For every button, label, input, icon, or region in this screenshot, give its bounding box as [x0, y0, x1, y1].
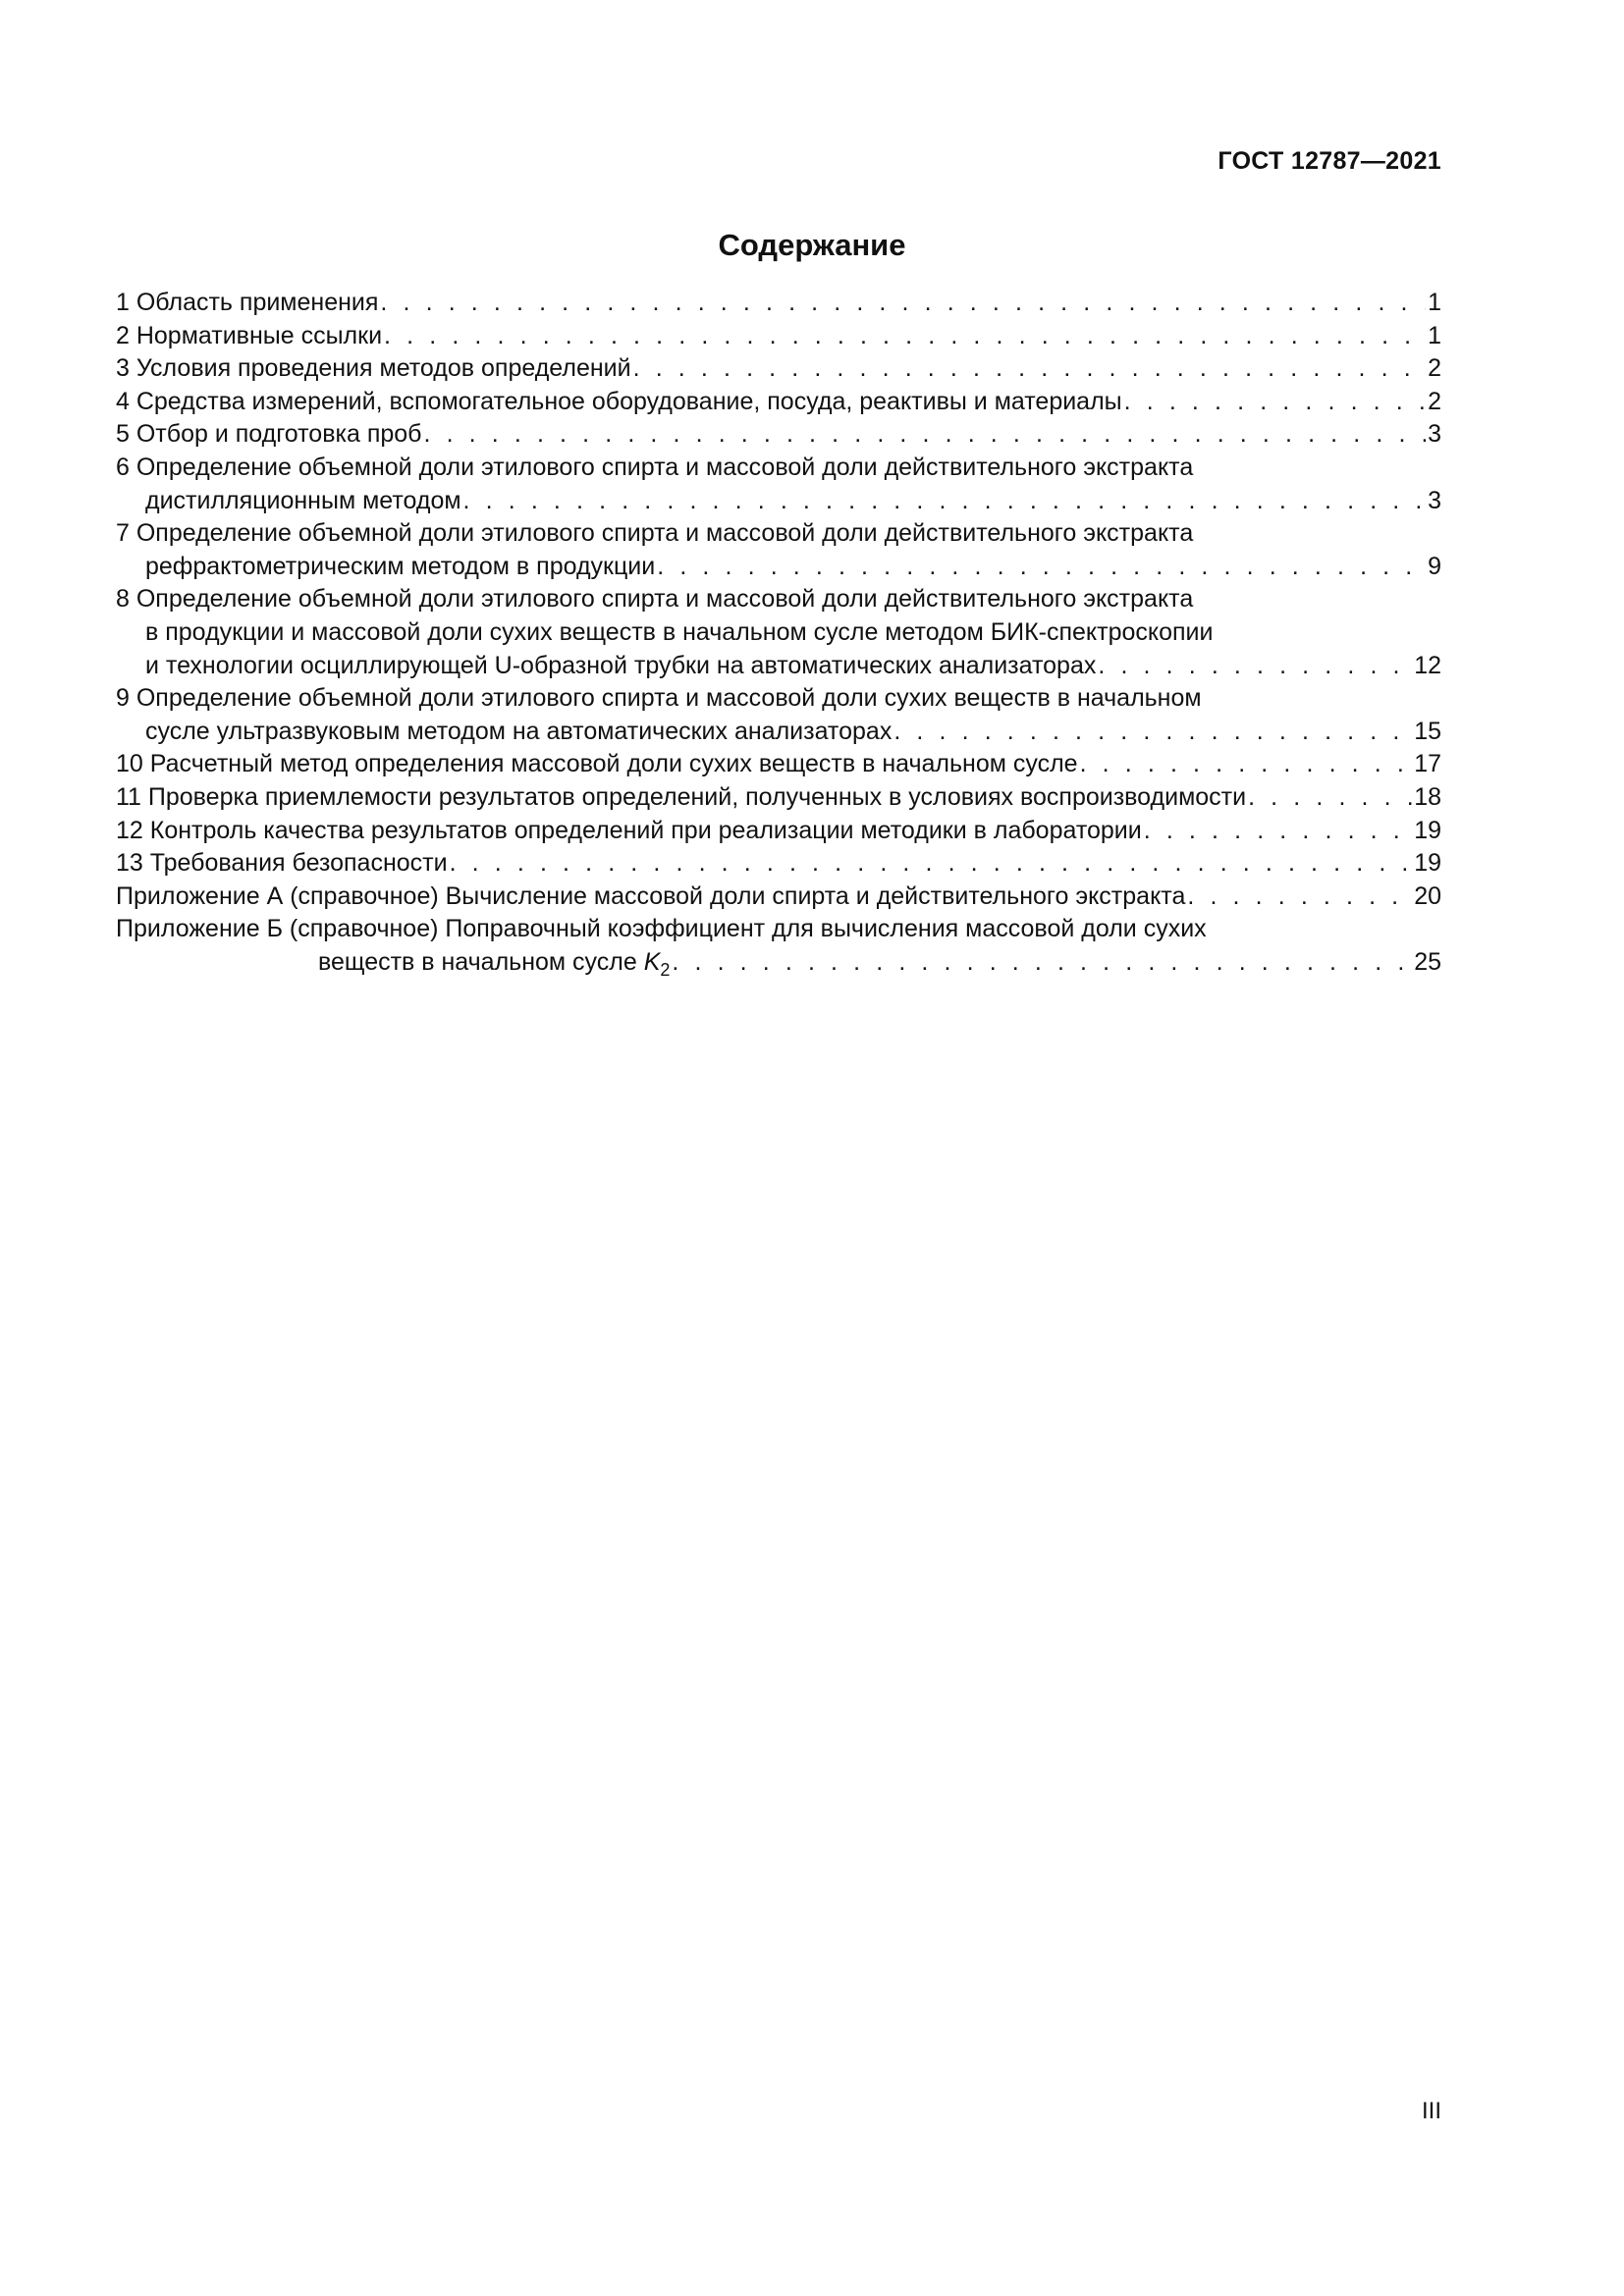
- toc-entry-title-continuation: веществ в начальном сусле: [318, 947, 644, 976]
- toc-page-number: 9: [1428, 552, 1441, 580]
- toc-entry-title: 5 Отбор и подготовка проб: [116, 420, 422, 449]
- standard-code: ГОСТ 12787—2021: [1218, 147, 1441, 175]
- page-title: Содержание: [718, 228, 906, 262]
- formula-subscript: 2: [660, 959, 671, 980]
- dot-leader: [384, 320, 1426, 353]
- dot-leader: [1080, 748, 1413, 781]
- toc-page-number: 15: [1414, 717, 1441, 745]
- toc-entry-appendix-a[interactable]: [116, 881, 1441, 914]
- toc-entry[interactable]: [116, 287, 1441, 320]
- dot-leader: [672, 946, 1412, 980]
- toc-page-number: 3: [1428, 420, 1441, 449]
- toc-entry[interactable]: [116, 352, 1441, 386]
- toc-entry-title-continuation: в продукции и массовой доли сухих веществ в начальном сусле методом БИК-спектроскопии: [145, 617, 1214, 646]
- toc-page-number: 1: [1428, 289, 1441, 316]
- toc-entry[interactable]: [116, 418, 1441, 452]
- toc-entry-appendix-b[interactable]: [116, 913, 1441, 979]
- toc-entry-title: 4 Средства измерений, вспомогательное оборудование, посуда, реактивы и материалы: [116, 387, 1122, 415]
- toc-entry-title: Приложение А (справочное) Вычисление массовой доли спирта и действительного экстракта: [116, 881, 1186, 910]
- toc-entry-title: 8 Определение объемной доли этилового спирта и массовой доли действительного экстракта: [116, 585, 1194, 614]
- toc-entry-title-continuation: сусле ультразвуковым методом на автоматических анализаторах: [145, 717, 893, 745]
- toc-page-number: 18: [1414, 782, 1441, 811]
- dot-leader: [1187, 881, 1412, 914]
- toc-page-number: 12: [1414, 651, 1441, 679]
- dot-leader: [1248, 781, 1412, 815]
- dot-leader: [380, 287, 1426, 320]
- toc-entry[interactable]: [116, 781, 1441, 815]
- toc-entry-title: 12 Контроль качества результатов определений при реализации методики в лаборатории: [116, 816, 1142, 844]
- toc-entry-title-continuation: дистилляционным методом: [145, 486, 461, 514]
- toc-page-number: 1: [1428, 321, 1441, 349]
- toc-entry-title: 3 Условия проведения методов определений: [116, 354, 631, 383]
- dot-leader: [1144, 815, 1412, 848]
- toc-entry-title: 9 Определение объемной доли этилового спирта и массовой доли сухих веществ в начальном: [116, 684, 1202, 713]
- toc-entry-title: Приложение Б (справочное) Поправочный коэффициент для вычисления массовой доли сухих: [116, 915, 1207, 943]
- toc-entry[interactable]: [116, 583, 1441, 682]
- toc-entry[interactable]: [116, 517, 1441, 583]
- toc-entry-title: 1 Область применения: [116, 289, 379, 316]
- toc-entry-title: 6 Определение объемной доли этилового спирта и массовой доли действительного экстракта: [116, 453, 1194, 481]
- dot-leader: [633, 352, 1426, 386]
- dot-leader: [1098, 650, 1412, 683]
- toc-entry[interactable]: [116, 815, 1441, 848]
- page-number: III: [1421, 2098, 1441, 2124]
- toc-entry-title: 11 Проверка приемлемости результатов определений, полученных в условиях воспроизводимости: [116, 782, 1247, 811]
- table-of-contents: [116, 287, 1441, 979]
- toc-entry[interactable]: [116, 320, 1441, 353]
- toc-page-number: 19: [1414, 849, 1441, 878]
- toc-page-number: 3: [1428, 486, 1441, 514]
- toc-page-number: 20: [1414, 881, 1441, 910]
- dot-leader: [463, 485, 1427, 518]
- toc-entry-title-continuation: рефрактометрическим методом в продукции: [145, 552, 656, 580]
- dot-leader: [893, 716, 1412, 749]
- toc-page-number: 2: [1428, 354, 1441, 383]
- toc-entry-title: 13 Требования безопасности: [116, 849, 448, 878]
- dot-leader: [657, 551, 1426, 584]
- toc-page-number: 25: [1414, 947, 1441, 976]
- toc-entry[interactable]: [116, 748, 1441, 781]
- toc-page-number: 2: [1428, 387, 1441, 415]
- dot-leader: [1124, 386, 1426, 419]
- toc-page-number: 17: [1414, 750, 1441, 778]
- toc-entry[interactable]: [116, 682, 1441, 748]
- toc-entry[interactable]: [116, 847, 1441, 881]
- toc-entry[interactable]: [116, 386, 1441, 419]
- dot-leader: [450, 847, 1413, 881]
- toc-entry[interactable]: [116, 452, 1441, 517]
- toc-entry-title: 2 Нормативные ссылки: [116, 321, 383, 349]
- toc-entry-title-continuation: и технологии осциллирующей U-образной трубки на автоматических анализаторах: [145, 651, 1097, 679]
- toc-entry-title: 7 Определение объемной доли этилового спирта и массовой доли действительного экстракта: [116, 519, 1194, 548]
- toc-page-number: 19: [1414, 816, 1441, 844]
- dot-leader: [424, 418, 1427, 452]
- formula-symbol: K: [643, 947, 661, 976]
- toc-entry-title: 10 Расчетный метод определения массовой доли сухих веществ в начальном сусле: [116, 750, 1078, 778]
